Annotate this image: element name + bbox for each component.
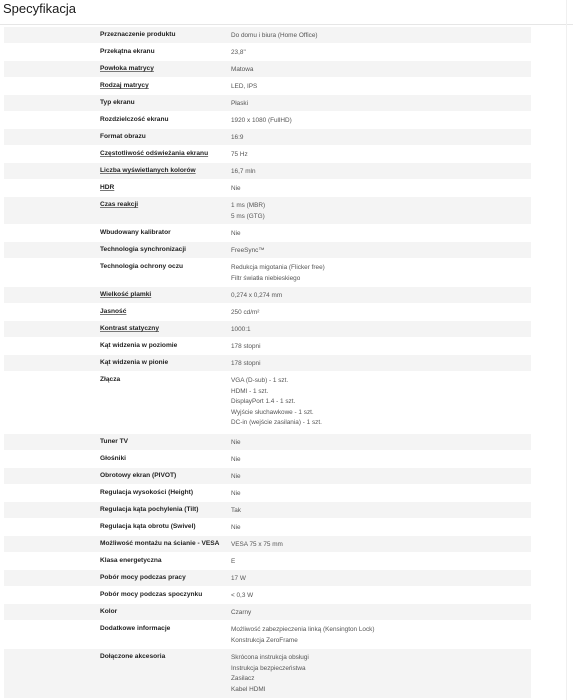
spec-value: Tak <box>231 507 241 514</box>
spec-values <box>231 308 259 319</box>
spec-values <box>231 608 251 619</box>
spec-name: Głośniki <box>100 455 127 462</box>
spec-value: LED, IPS <box>231 83 258 90</box>
spec-value: Skrócona instrukcja obsługi <box>231 654 309 661</box>
spec-row <box>4 604 531 621</box>
divider <box>566 0 567 700</box>
spec-values <box>231 540 283 551</box>
spec-values <box>231 116 292 127</box>
spec-values <box>231 625 375 646</box>
spec-row <box>4 338 531 355</box>
spec-name: Kolor <box>100 608 118 615</box>
spec-name-link[interactable]: Powłoka matrycy <box>100 65 154 72</box>
spec-value: Nie <box>231 185 241 192</box>
spec-row <box>4 287 531 304</box>
spec-value: E <box>231 558 236 565</box>
spec-value: DisplayPort 1.4 - 1 szt. <box>231 398 296 405</box>
spec-name: Kąt widzenia w pionie <box>100 359 169 366</box>
spec-value: < 0,3 W <box>231 592 254 599</box>
spec-values <box>231 263 325 284</box>
spec-name: Rozdzielczość ekranu <box>100 116 169 123</box>
spec-row <box>4 468 531 485</box>
spec-name: Obrotowy ekran (PIVOT) <box>100 472 177 479</box>
spec-name: Technologia synchronizacji <box>100 246 186 253</box>
spec-name-link[interactable]: Liczba wyświetlanych kolorów <box>100 167 196 174</box>
spec-values <box>231 82 257 93</box>
spec-values <box>231 31 318 42</box>
spec-value: VESA 75 x 75 mm <box>231 541 283 548</box>
spec-name: Regulacja wysokości (Height) <box>100 489 194 496</box>
spec-value: VGA (D-sub) - 1 szt. <box>231 377 289 384</box>
spec-values <box>231 506 241 517</box>
spec-row <box>4 587 531 604</box>
spec-values <box>231 472 241 483</box>
spec-name-link[interactable]: Częstotliwość odświeżania ekranu <box>100 150 209 157</box>
spec-values <box>231 167 256 178</box>
spec-values <box>231 150 248 161</box>
spec-row <box>4 78 531 95</box>
spec-row <box>4 553 531 570</box>
spec-row <box>4 649 531 699</box>
spec-values <box>231 523 241 534</box>
spec-value: Kabel HDMI <box>231 685 266 693</box>
spec-name: Klasa energetyczna <box>100 557 162 564</box>
spec-row <box>4 536 531 553</box>
spec-values <box>231 65 253 76</box>
spec-name: Dodatkowe informacje <box>100 625 171 632</box>
spec-values <box>231 48 246 59</box>
spec-row <box>4 225 531 242</box>
spec-name: Przekątna ekranu <box>100 48 155 55</box>
spec-value: 16:9 <box>231 134 244 141</box>
spec-value: Czarny <box>231 609 252 616</box>
spec-row <box>4 451 531 468</box>
spec-row <box>4 27 531 44</box>
spec-value: 17 W <box>231 575 246 582</box>
spec-name: Pobór mocy podczas pracy <box>100 574 186 581</box>
spec-name: Typ ekranu <box>100 99 135 106</box>
spec-name-link[interactable]: Czas reakcji <box>100 201 139 208</box>
spec-value: 1 ms (MBR) <box>231 202 266 209</box>
spec-name-link[interactable]: Rodzaj matrycy <box>100 82 149 89</box>
spec-name: Tuner TV <box>100 438 129 445</box>
spec-value: Wyjście słuchawkowe - 1 szt. <box>231 408 314 416</box>
spec-row <box>4 372 531 434</box>
spec-name: Możliwość montażu na ścianie - VESA <box>100 540 220 547</box>
spec-row <box>4 61 531 78</box>
spec-value: HDMI - 1 szt. <box>231 387 269 395</box>
spec-values <box>231 342 261 353</box>
page-title: Specyfikacja <box>3 1 76 16</box>
spec-value: 178 stopni <box>231 343 261 350</box>
spec-value: 178 stopni <box>231 360 261 367</box>
spec-name: Technologia ochrony oczu <box>100 263 184 270</box>
spec-value: 16,7 mln <box>231 168 256 175</box>
spec-name-link[interactable]: Kontrast statyczny <box>100 325 159 332</box>
spec-value: Redukcja migotania (Flicker free) <box>231 264 325 271</box>
spec-row <box>4 485 531 502</box>
spec-name: Format obrazu <box>100 133 146 140</box>
spec-row <box>4 621 531 649</box>
spec-name: Przeznaczenie produktu <box>100 31 176 38</box>
spec-name-link[interactable]: Wielkość plamki <box>100 291 152 298</box>
spec-value: Nie <box>231 473 241 480</box>
page-header <box>0 0 573 25</box>
spec-row <box>4 259 531 287</box>
spec-value: Możliwość zabezpieczenia linką (Kensington Lock) <box>231 626 375 633</box>
spec-values <box>231 133 243 144</box>
spec-row <box>4 129 531 146</box>
spec-value: 250 cd/m² <box>231 309 260 316</box>
spec-value: Płaski <box>231 100 249 107</box>
spec-value: Nie <box>231 439 241 446</box>
spec-row <box>4 180 531 197</box>
spec-values <box>231 557 235 568</box>
spec-value: Nie <box>231 524 241 531</box>
spec-row <box>4 519 531 536</box>
spec-values <box>231 591 253 602</box>
spec-values <box>231 229 241 240</box>
spec-values <box>231 325 251 336</box>
spec-value: Nie <box>231 230 241 237</box>
spec-row <box>4 197 531 225</box>
spec-value: Nie <box>231 456 241 463</box>
spec-name: Wbudowany kalibrator <box>100 229 171 236</box>
spec-value: DC-in (wejście zasilania) - 1 szt. <box>231 419 322 426</box>
spec-row <box>4 146 531 163</box>
spec-values <box>231 99 248 110</box>
spec-value: 1000:1 <box>231 326 251 333</box>
spec-value: FreeSync™ <box>231 247 265 254</box>
spec-row <box>4 242 531 259</box>
spec-row <box>4 355 531 372</box>
spec-name: Kąt widzenia w poziomie <box>100 342 178 349</box>
spec-name-link[interactable]: Jasność <box>100 308 127 315</box>
spec-row <box>4 163 531 180</box>
spec-value: 0,274 x 0,274 mm <box>231 292 283 299</box>
spec-row <box>4 44 531 61</box>
spec-value: Instrukcja bezpieczeństwa <box>231 664 306 672</box>
spec-values <box>231 184 241 195</box>
spec-value: 23,8" <box>231 49 246 56</box>
spec-value: 5 ms (GTG) <box>231 212 265 220</box>
spec-value: Nie <box>231 490 241 497</box>
spec-value: Do domu i biura (Home Office) <box>231 32 318 39</box>
spec-value: Konstrukcja ZeroFrame <box>231 636 298 644</box>
spec-values <box>231 291 282 302</box>
spec-values <box>231 201 265 222</box>
spec-row <box>4 112 531 129</box>
spec-table <box>4 27 531 699</box>
spec-values <box>231 489 241 500</box>
spec-name: Regulacja kąta pochylenia (Tilt) <box>100 506 199 513</box>
spec-name-link[interactable]: HDR <box>100 184 115 191</box>
spec-name: Pobór mocy podczas spoczynku <box>100 591 203 598</box>
spec-values <box>231 376 322 429</box>
spec-values <box>231 653 309 695</box>
spec-name: Regulacja kąta obrotu (Swivel) <box>100 523 196 530</box>
spec-value: 75 Hz <box>231 151 248 158</box>
spec-row <box>4 502 531 519</box>
spec-values <box>231 574 246 585</box>
spec-values <box>231 359 261 370</box>
spec-name: Dołączone akcesoria <box>100 653 166 660</box>
spec-row <box>4 434 531 451</box>
spec-values <box>231 438 241 449</box>
spec-row <box>4 95 531 112</box>
spec-row <box>4 570 531 587</box>
spec-values <box>231 246 265 257</box>
spec-name: Złącza <box>100 376 121 383</box>
spec-value: Matowa <box>231 66 254 73</box>
spec-row <box>4 321 531 338</box>
spec-value: Zasilacz <box>231 675 255 682</box>
spec-values <box>231 455 241 466</box>
spec-value: Filtr światła niebieskiego <box>231 274 301 282</box>
spec-value: 1920 x 1080 (FullHD) <box>231 117 292 124</box>
spec-row <box>4 304 531 321</box>
